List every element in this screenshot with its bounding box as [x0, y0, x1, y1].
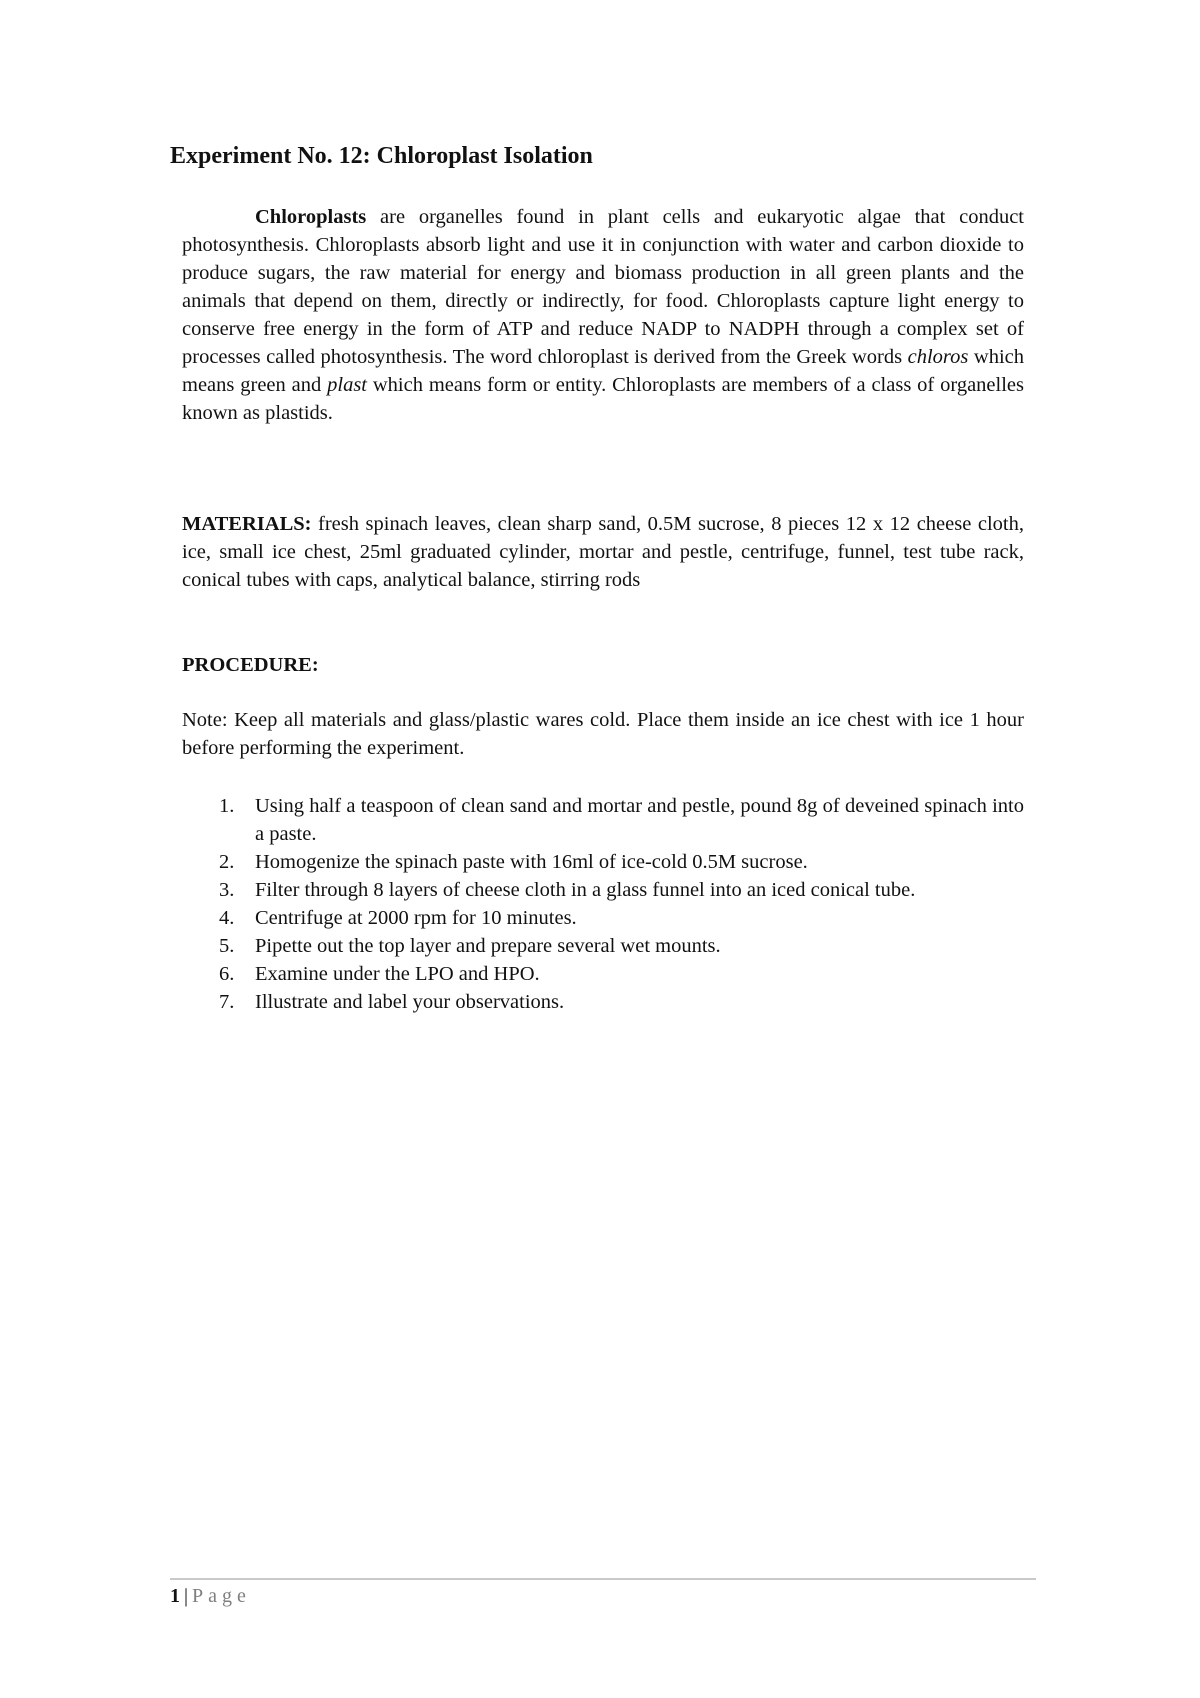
procedure-note: Note: Keep all materials and glass/plastic wares cold. Place them inside an ice chest with ice 1 hour before performing the experiment.	[182, 709, 1024, 759]
materials-text: fresh spinach leaves, clean sharp sand, 0.5M sucrose, 8 pieces 12 x 12 cheese cloth, ice, small ice chest, 25ml graduated cylinder, mortar and pestle, centrifuge, funnel, test tube rack, conical tubes with caps, analytical balance, stirring rods	[182, 513, 1024, 591]
page-title: Experiment No. 12: Chloroplast Isolation	[170, 143, 593, 169]
step-number: 6.	[219, 963, 235, 985]
step-text: Homogenize the spinach paste with 16ml of ice-cold 0.5M sucrose.	[255, 851, 808, 873]
intro-text-part-3: which means form or entity. Chloroplasts are members of a class of organelles known as plastids.	[182, 374, 1024, 424]
footer-divider	[170, 1578, 1036, 1580]
intro-lead-term: Chloroplasts	[255, 206, 367, 228]
step-text: Illustrate and label your observations.	[255, 991, 565, 1013]
procedure-step	[182, 960, 1024, 988]
step-text: Filter through 8 layers of cheese cloth in a glass funnel into an iced conical tube.	[255, 879, 916, 901]
intro-italic-term-1: chloros	[907, 346, 969, 368]
footer-separator: |	[184, 1585, 189, 1607]
procedure-heading: PROCEDURE:	[182, 654, 319, 676]
procedure-steps-list	[182, 792, 1024, 1016]
step-number: 5.	[219, 935, 235, 957]
step-text: Examine under the LPO and HPO.	[255, 963, 540, 985]
footer-page-label: Page	[192, 1585, 251, 1607]
step-text: Centrifuge at 2000 rpm for 10 minutes.	[255, 907, 577, 929]
procedure-step	[182, 876, 1024, 904]
procedure-step	[182, 848, 1024, 876]
intro-paragraph	[182, 203, 1024, 427]
procedure-step	[182, 932, 1024, 960]
procedure-step	[182, 988, 1024, 1016]
step-number: 7.	[219, 991, 235, 1013]
intro-text-part-1: are organelles found in plant cells and eukaryotic algae that conduct photosynthesis. Chloroplasts absorb light and use it in conjunction with water and carbon dioxide to produce sugars, the raw material for energy and biomass production in all green plants and the animals that depend on them, directly or indirectly, for food. Chloroplasts capture light energy to conserve free energy in the form of ATP and reduce NADP to NADPH through a complex set of processes called photosynthesis. The word chloroplast is derived from the Greek words	[182, 206, 1024, 368]
intro-text-part-2: which means green and	[182, 346, 1024, 396]
intro-italic-term-2: plast	[327, 374, 367, 396]
step-number: 4.	[219, 907, 235, 929]
step-text: Using half a teaspoon of clean sand and mortar and pestle, pound 8g of deveined spinach into a paste.	[255, 795, 1024, 845]
page-footer	[170, 1585, 251, 1608]
procedure-step	[182, 792, 1024, 848]
step-number: 2.	[219, 851, 235, 873]
procedure-step	[182, 904, 1024, 932]
step-text: Pipette out the top layer and prepare several wet mounts.	[255, 935, 721, 957]
materials-paragraph	[182, 510, 1024, 594]
step-number: 3.	[219, 879, 235, 901]
step-number: 1.	[219, 795, 235, 817]
footer-page-number: 1	[170, 1585, 180, 1607]
materials-label: MATERIALS:	[182, 513, 312, 535]
